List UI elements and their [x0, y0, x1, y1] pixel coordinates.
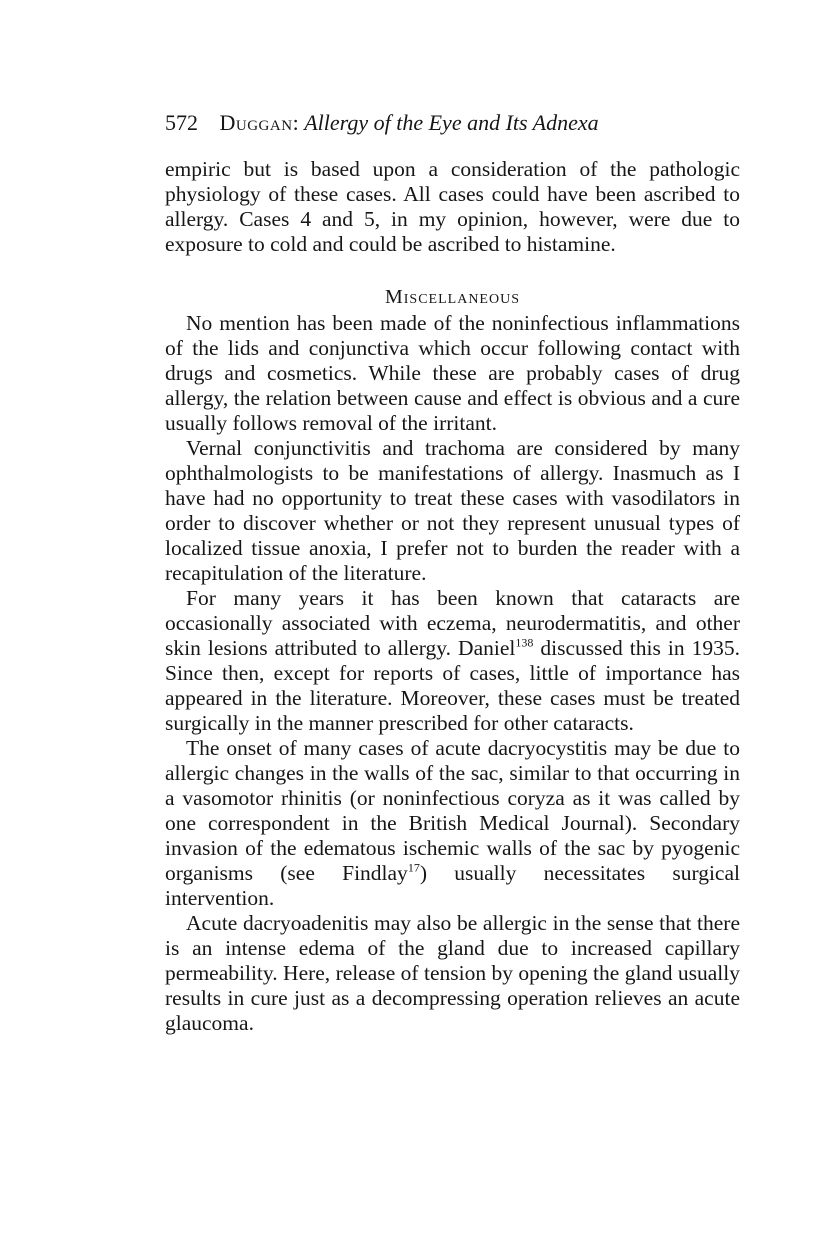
reference-superscript-138: 138 [515, 635, 534, 650]
dacryocystitis-text-1: The onset of many cases of acute dacryocystitis may be due to allergic changes in the walls of the sac, similar to that occurring in a vasomotor rhinitis (or noninfectious coryza as it was called by one correspondent in the British Medical Journal). Secondary invasion of the edematous ischemic walls of the sac by pyogenic organisms (see Findlay [165, 736, 740, 885]
running-header-title: Allergy of the Eye and Its Adnexa [304, 110, 599, 135]
paragraph-dacryocystitis [165, 736, 740, 911]
page-number: 572 [165, 110, 198, 135]
running-header-separator: : [292, 110, 305, 135]
paragraph-dacryoadenitis: Acute dacryoadenitis may also be allergic in the sense that there is an intense edema of the gland due to increased capillary permeability. Here, release of tension by opening the gland usually results in cure just as a decompressing operation relieves an acute glaucoma. [165, 911, 740, 1035]
body-text [165, 157, 740, 1036]
cataracts-text-2: discussed this in 1935. Since then, except for reports of cases, little of importance has appeared in the literature. Moreover, these cases must be treated surgically in the manner prescribed for other cataracts. [165, 636, 740, 735]
reference-superscript-17: 17 [407, 860, 420, 875]
paragraph-noninfectious-inflammations: No mention has been made of the noninfectious inflammations of the lids and conjunctiva which occur following contact with drugs and cosmetics. While these are probably cases of drug allergy, the relation between cause and effect is obvious and a cure usually follows removal of the irritant. [165, 311, 740, 435]
paragraph-vernal-conjunctivitis: Vernal conjunctivitis and trachoma are considered by many ophthalmologists to be manifestations of allergy. Inasmuch as I have had no opportunity to treat these cases with vasodilators in order to discover whether or not they represent unusual types of localized tissue anoxia, I prefer not to burden the reader with a recapitulation of the literature. [165, 436, 740, 585]
paragraph-cataracts [165, 586, 740, 736]
dacryocystitis-text-2: ) usually necessitates surgical intervention. [165, 861, 740, 910]
section-heading: Miscellaneous [384, 286, 520, 308]
cataracts-text-1: For many years it has been known that cataracts are occasionally associated with eczema, neurodermatitis, and other skin lesions attributed to allergy. Daniel [165, 586, 740, 660]
paragraph-continued: empiric but is based upon a consideration of the pathologic physiology of these cases. All cases could have been ascribed to allergy. Cases 4 and 5, in my opinion, however, were due to exposure to cold and could be ascribed to histamine. [165, 157, 740, 256]
running-header [165, 108, 745, 138]
running-header-author: Duggan [219, 110, 293, 135]
